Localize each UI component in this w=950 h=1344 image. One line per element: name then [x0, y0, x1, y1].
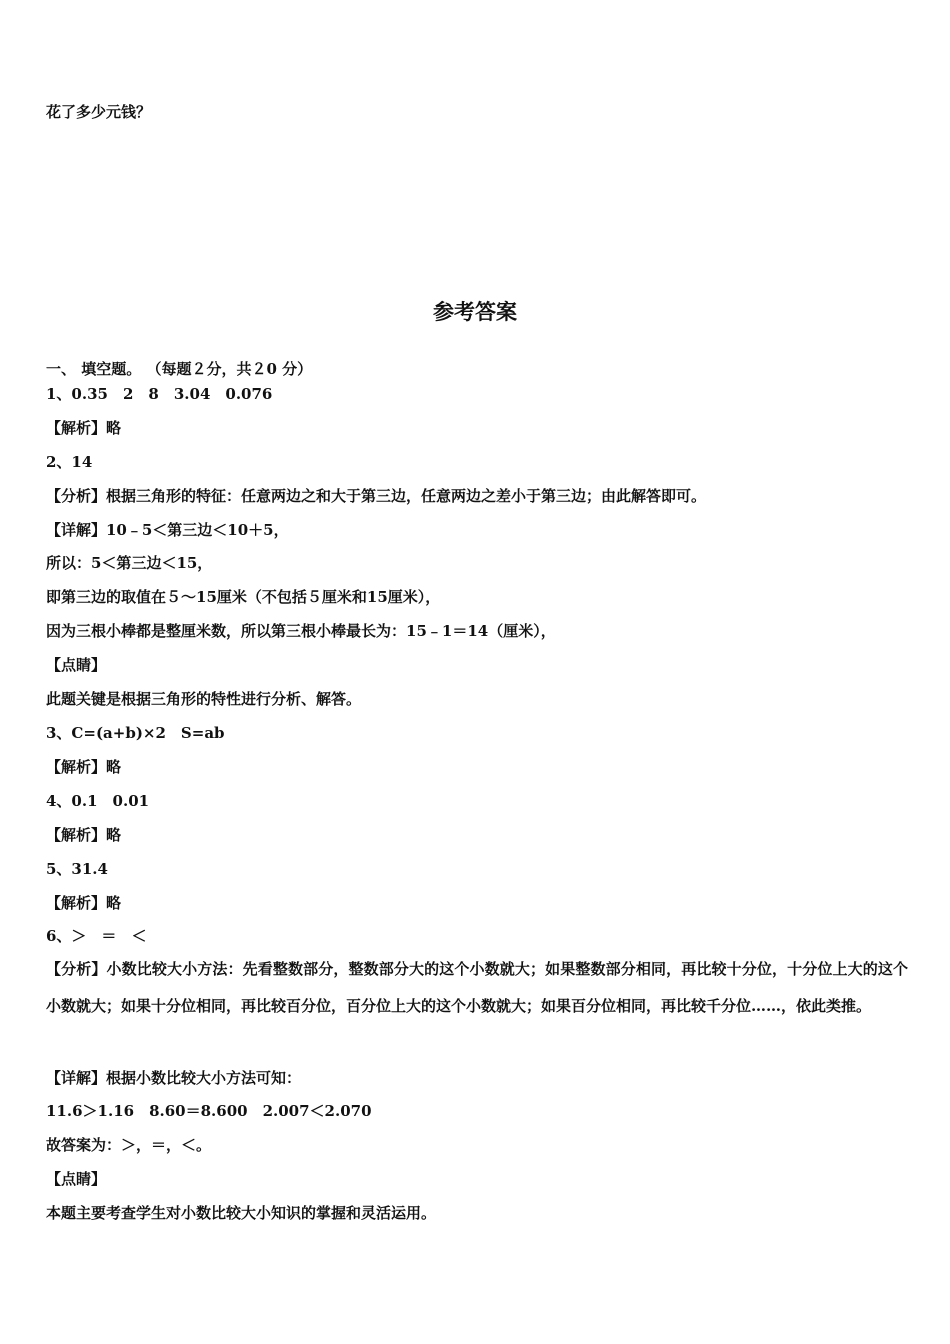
q2-line1: 所以：5＜第三边＜15， — [46, 554, 213, 572]
q6-compare: 11.6＞1.16 8.60＝8.600 2.007＜2.070 — [46, 1102, 372, 1120]
q2-fenxi: 【分析】根据三角形的特征：任意两边之和大于第三边，任意两边之差小于第三边；由此解答即可。 — [46, 487, 707, 505]
q6-dianjing-text: 本题主要考查学生对小数比较大小知识的掌握和灵活运用。 — [46, 1204, 437, 1222]
q2-xiangjie: 【详解】10﹣5＜第三边＜10＋5， — [46, 521, 289, 539]
q2-line2: 即第三边的取值在５～15厘米（不包括５厘米和15厘米）， — [46, 588, 441, 606]
section-heading: 一、 填空题。 （每题２分，共２0 分） — [46, 360, 313, 378]
q5-analysis: 【解析】略 — [46, 894, 122, 912]
q1-answer: 1、0.35 2 8 3.04 0.076 — [46, 385, 273, 403]
question-tail-text: 花了多少元钱？ — [46, 103, 152, 121]
q6-xiangjie: 【详解】根据小数比较大小方法可知： — [46, 1069, 302, 1087]
answers-title: 参考答案 — [433, 300, 517, 324]
q6-fenxi: 【分析】小数比较大小方法：先看整数部分，整数部分大的这个小数就大；如果整数部分相同，再比较十分位，十分位上大的这个小数就大；如果十分位相同，再比较百分位，百分位上大的这个小数就大；如果百分位相同，再比较千分位……，依此类推。 — [46, 960, 908, 1015]
q2-dianjing-text: 此题关键是根据三角形的特性进行分析、解答。 — [46, 690, 362, 708]
q3-analysis: 【解析】略 — [46, 758, 122, 776]
q2-answer: 2、14 — [46, 453, 93, 471]
q6-answer: 6、＞ ＝ ＜ — [46, 927, 147, 945]
q1-analysis: 【解析】略 — [46, 419, 122, 437]
q6-conclusion: 故答案为：＞，＝，＜。 — [46, 1136, 212, 1154]
q4-answer: 4、0.1 0.01 — [46, 792, 150, 810]
q4-analysis: 【解析】略 — [46, 826, 122, 844]
q6-dianjing: 【点睛】 — [46, 1170, 107, 1188]
q2-dianjing: 【点睛】 — [46, 656, 107, 674]
q5-answer: 5、31.4 — [46, 860, 108, 878]
q3-answer: 3、C=(a+b)×2 S=ab — [46, 724, 225, 742]
q2-line3: 因为三根小棒都是整厘米数，所以第三根小棒最长为：15﹣1＝14（厘米）， — [46, 622, 556, 640]
